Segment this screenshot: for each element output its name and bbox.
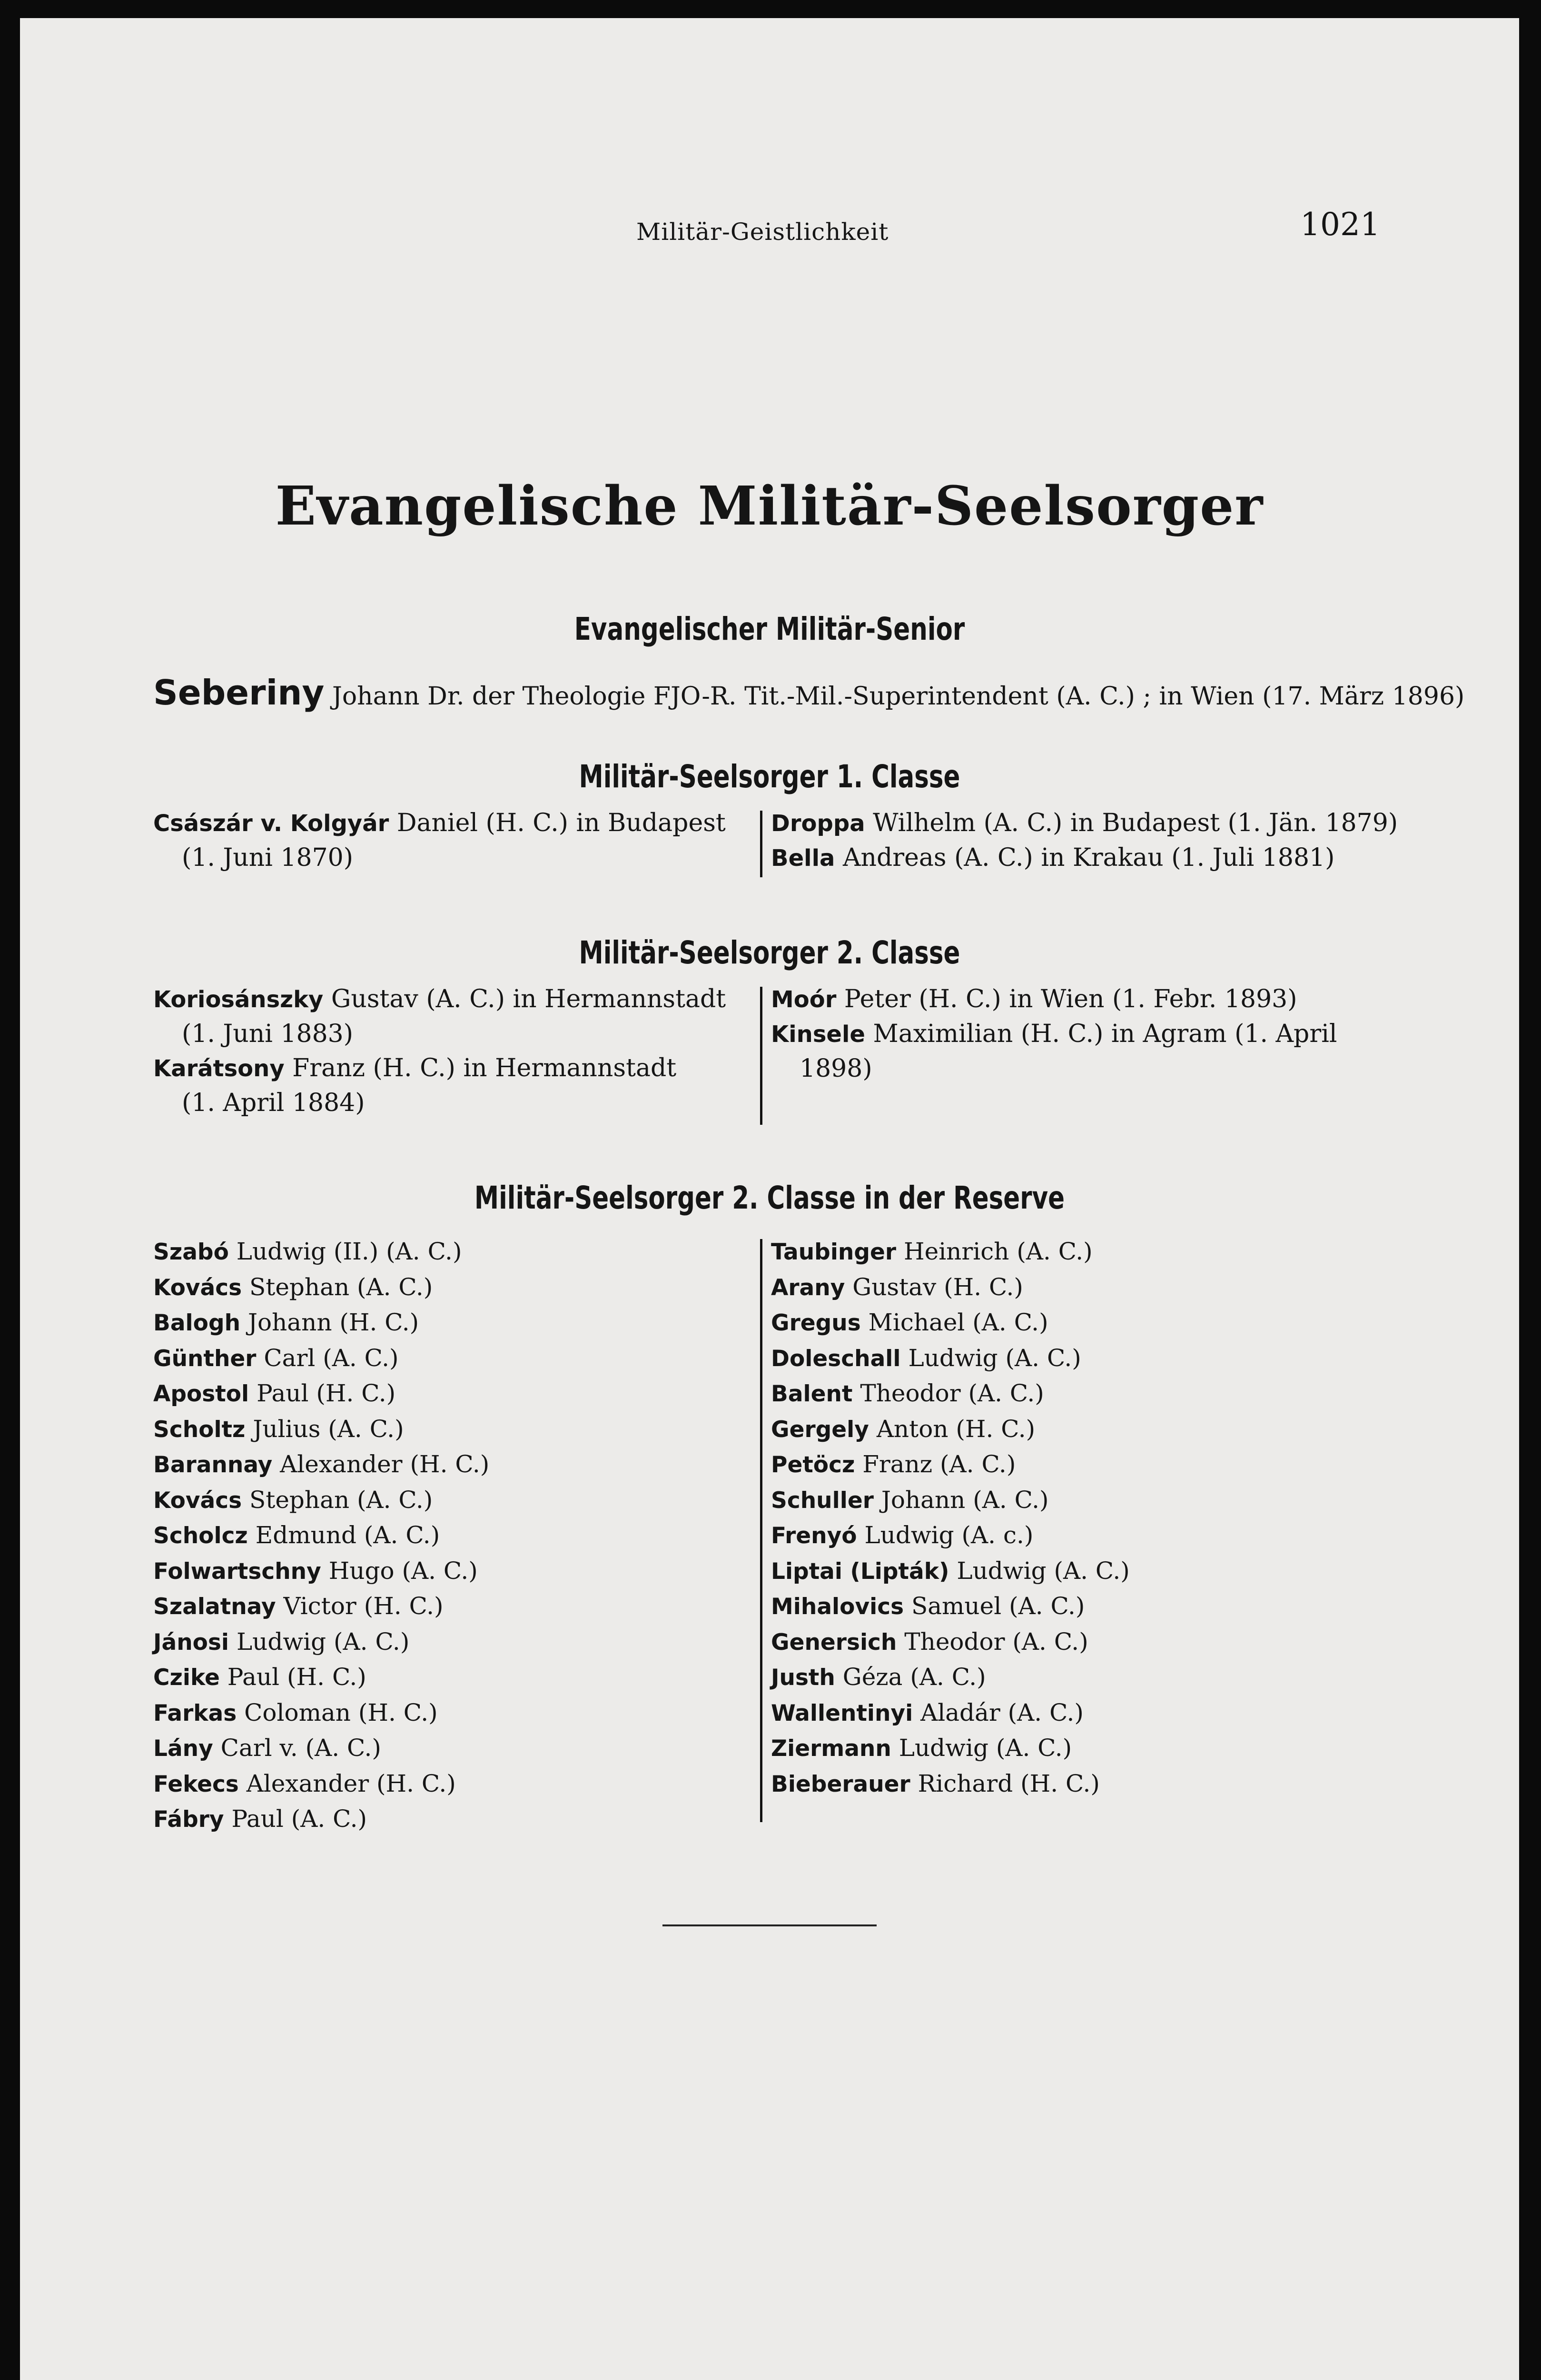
list-item bbox=[771, 982, 1399, 1017]
entry-details: Michael (A. C.) bbox=[868, 1309, 1048, 1336]
entry-name: Czike bbox=[153, 1665, 220, 1691]
entry-name: Liptai (Lipták) bbox=[771, 1558, 949, 1585]
entry-details: Theodor (A. C.) bbox=[904, 1627, 1088, 1656]
list-item bbox=[771, 1447, 1390, 1483]
entry-details: Stephan (A. C.) bbox=[249, 1273, 433, 1301]
reserve-left-column bbox=[153, 1234, 772, 1837]
page-number: 1021 bbox=[1300, 206, 1380, 243]
list-item bbox=[153, 1696, 772, 1731]
entry-details: Paul (H. C.) bbox=[227, 1663, 366, 1691]
entry-name: Karátsony bbox=[153, 1055, 285, 1082]
class2-left-column bbox=[153, 982, 772, 1120]
list-item bbox=[771, 1017, 1399, 1051]
entry-continuation: (1. April 1884) bbox=[182, 1089, 365, 1117]
list-item bbox=[153, 1341, 772, 1377]
list-item bbox=[771, 1518, 1390, 1554]
list-item bbox=[771, 1270, 1390, 1306]
entry-name: Barannay bbox=[153, 1452, 273, 1478]
list-item bbox=[771, 1305, 1390, 1341]
entry-details: Edmund (A. C.) bbox=[255, 1521, 440, 1549]
entry-details: Ludwig (II.) (A. C.) bbox=[236, 1238, 462, 1265]
class2-right-column bbox=[771, 982, 1399, 1086]
end-rule bbox=[662, 1924, 877, 1926]
list-item bbox=[153, 1376, 772, 1412]
list-item bbox=[153, 1660, 772, 1696]
list-item bbox=[153, 806, 772, 841]
entry-details: Heinrich (A. C.) bbox=[904, 1238, 1093, 1265]
list-item bbox=[153, 1412, 772, 1448]
entry-details: Ludwig (A. c.) bbox=[864, 1521, 1034, 1549]
list-item bbox=[771, 1625, 1390, 1660]
entry-name: Jánosi bbox=[153, 1629, 229, 1656]
entry-details: Daniel (H. C.) in Budapest bbox=[396, 809, 726, 837]
class2-heading: Militär-Seelsorger 2. Classe bbox=[579, 934, 960, 971]
entry-details: Johann (A. C.) bbox=[881, 1486, 1049, 1514]
entry-details: Stephan (A. C.) bbox=[249, 1486, 433, 1514]
entry-name: Arany bbox=[771, 1274, 845, 1301]
entry-continuation: (1. Juni 1883) bbox=[182, 1020, 354, 1048]
list-item bbox=[153, 1234, 772, 1270]
entry-details: Hugo (A. C.) bbox=[328, 1557, 478, 1585]
entry-details: Paul (H. C.) bbox=[257, 1379, 396, 1407]
list-item bbox=[771, 1376, 1390, 1412]
entry-details: Paul (A. C.) bbox=[231, 1805, 367, 1833]
entry-details: Géza (A. C.) bbox=[842, 1663, 986, 1691]
column-divider bbox=[760, 987, 762, 1125]
reserve-right-column bbox=[771, 1234, 1390, 1802]
entry-details: Ludwig (A. C.) bbox=[908, 1344, 1081, 1372]
list-item bbox=[153, 1518, 772, 1554]
entry-details: Ludwig (A. C.) bbox=[236, 1627, 410, 1656]
entry-name: Lány bbox=[153, 1735, 213, 1762]
entry-name: Moór bbox=[771, 986, 837, 1013]
entry-details: Richard (H. C.) bbox=[918, 1769, 1100, 1797]
list-item bbox=[153, 1051, 772, 1086]
list-item bbox=[771, 1554, 1390, 1589]
entry-details: Andreas (A. C.) in Krakau (1. Juli 1881) bbox=[842, 843, 1335, 872]
running-head: Militär-Geistlichkeit bbox=[636, 218, 889, 246]
entry-name: Császár v. Kolgyár bbox=[153, 810, 389, 837]
list-item bbox=[153, 1589, 772, 1625]
entry-name: Mihalovics bbox=[771, 1594, 904, 1620]
entry-name: Bieberauer bbox=[771, 1771, 910, 1797]
entry-details: Franz (A. C.) bbox=[862, 1450, 1016, 1478]
entry-name: Fábry bbox=[153, 1806, 224, 1833]
entry-details: Julius (A. C.) bbox=[253, 1415, 404, 1443]
entry-name: Doleschall bbox=[771, 1345, 901, 1372]
class1-left-column bbox=[153, 806, 772, 875]
list-item bbox=[153, 1554, 772, 1589]
entry-details: Carl (A. C.) bbox=[264, 1344, 399, 1372]
entry-name: Ziermann bbox=[771, 1735, 891, 1762]
list-item bbox=[771, 841, 1399, 875]
list-item bbox=[771, 1731, 1390, 1766]
entry-details: Franz (H. C.) in Hermannstadt bbox=[292, 1054, 677, 1082]
entry-details: Ludwig (A. C.) bbox=[957, 1557, 1130, 1585]
list-item bbox=[771, 806, 1399, 841]
entry-continuation: (1. Juni 1870) bbox=[182, 843, 354, 872]
entry-name: Genersich bbox=[771, 1629, 897, 1656]
entry-name: Balogh bbox=[153, 1310, 241, 1336]
column-divider bbox=[760, 1239, 762, 1822]
list-item bbox=[771, 1696, 1390, 1731]
list-item bbox=[153, 1447, 772, 1483]
entry-name: Wallentinyi bbox=[771, 1700, 913, 1726]
entry-details: Alexander (H. C.) bbox=[280, 1450, 490, 1478]
class1-heading: Militär-Seelsorger 1. Classe bbox=[579, 758, 960, 795]
class1-right-column bbox=[771, 806, 1399, 875]
list-item bbox=[153, 1483, 772, 1518]
entry-details: Victor (H. C.) bbox=[283, 1592, 444, 1620]
list-item bbox=[153, 1802, 772, 1837]
entry-name: Kovács bbox=[153, 1487, 242, 1514]
senior-entry bbox=[153, 673, 1464, 713]
entry-name: Petöcz bbox=[771, 1452, 855, 1478]
entry-details: Wilhelm (A. C.) in Budapest (1. Jän. 1879) bbox=[873, 809, 1398, 837]
entry-name: Folwartschny bbox=[153, 1558, 321, 1585]
entry-details: Theodor (A. C.) bbox=[860, 1379, 1044, 1407]
entry-name: Farkas bbox=[153, 1700, 237, 1726]
senior-heading: Evangelischer Militär-Senior bbox=[574, 611, 965, 647]
entry-name: Gergely bbox=[771, 1416, 869, 1443]
list-item bbox=[153, 1766, 772, 1802]
entry-details: Carl v. (A. C.) bbox=[220, 1734, 381, 1762]
entry-details: Gustav (H. C.) bbox=[852, 1273, 1023, 1301]
entry-name: Bella bbox=[771, 845, 835, 872]
entry-details: Maximilian (H. C.) in Agram (1. April bbox=[873, 1020, 1337, 1048]
entry-name: Kinsele bbox=[771, 1021, 865, 1048]
entry-name: Günther bbox=[153, 1345, 257, 1372]
senior-details: Johann Dr. der Theologie FJO-R. Tit.-Mil.-Superintendent (A. C.) ; in Wien (17. März 1896) bbox=[332, 682, 1465, 711]
entry-name: Justh bbox=[771, 1665, 835, 1691]
list-item bbox=[771, 1412, 1390, 1448]
entry-details: Aladár (A. C.) bbox=[920, 1698, 1084, 1726]
entry-name: Szabó bbox=[153, 1239, 229, 1265]
entry-name: Frenyó bbox=[771, 1523, 857, 1549]
entry-details: Coloman (H. C.) bbox=[244, 1698, 438, 1726]
reserve-heading: Militär-Seelsorger 2. Classe in der Reserve bbox=[474, 1180, 1065, 1216]
entry-name: Schuller bbox=[771, 1487, 874, 1514]
page-title: Evangelische Militär-Seelsorger bbox=[275, 475, 1264, 537]
entry-details: Johann (H. C.) bbox=[247, 1309, 419, 1336]
entry-name: Taubinger bbox=[771, 1239, 897, 1265]
entry-name: Scholcz bbox=[153, 1523, 248, 1549]
entry-details: Alexander (H. C.) bbox=[246, 1769, 456, 1797]
entry-details: Ludwig (A. C.) bbox=[899, 1734, 1072, 1762]
entry-name: Gregus bbox=[771, 1310, 861, 1336]
senior-name: Seberiny bbox=[153, 673, 325, 713]
entry-name: Kovács bbox=[153, 1274, 242, 1301]
book-page bbox=[20, 18, 1519, 2380]
entry-name: Fekecs bbox=[153, 1771, 239, 1797]
entry-name: Droppa bbox=[771, 810, 865, 837]
list-item bbox=[771, 1234, 1390, 1270]
entry-details: Gustav (A. C.) in Hermannstadt bbox=[331, 985, 726, 1013]
list-item bbox=[153, 1270, 772, 1306]
entry-name: Szalatnay bbox=[153, 1594, 276, 1620]
entry-continuation: 1898) bbox=[800, 1054, 872, 1083]
list-item bbox=[153, 1625, 772, 1660]
entry-details: Peter (H. C.) in Wien (1. Febr. 1893) bbox=[844, 985, 1297, 1013]
list-item bbox=[771, 1341, 1390, 1377]
entry-name: Scholtz bbox=[153, 1416, 246, 1443]
entry-name: Koriosánszky bbox=[153, 986, 324, 1013]
list-item bbox=[771, 1766, 1390, 1802]
list-item bbox=[771, 1483, 1390, 1518]
list-item bbox=[771, 1660, 1390, 1696]
list-item bbox=[153, 1731, 772, 1766]
list-item bbox=[771, 1589, 1390, 1625]
entry-details: Anton (H. C.) bbox=[876, 1415, 1036, 1443]
entry-name: Apostol bbox=[153, 1381, 249, 1407]
entry-details: Samuel (A. C.) bbox=[911, 1592, 1085, 1620]
list-item bbox=[153, 1305, 772, 1341]
column-divider bbox=[760, 811, 762, 877]
entry-name: Balent bbox=[771, 1381, 853, 1407]
list-item bbox=[153, 982, 772, 1017]
